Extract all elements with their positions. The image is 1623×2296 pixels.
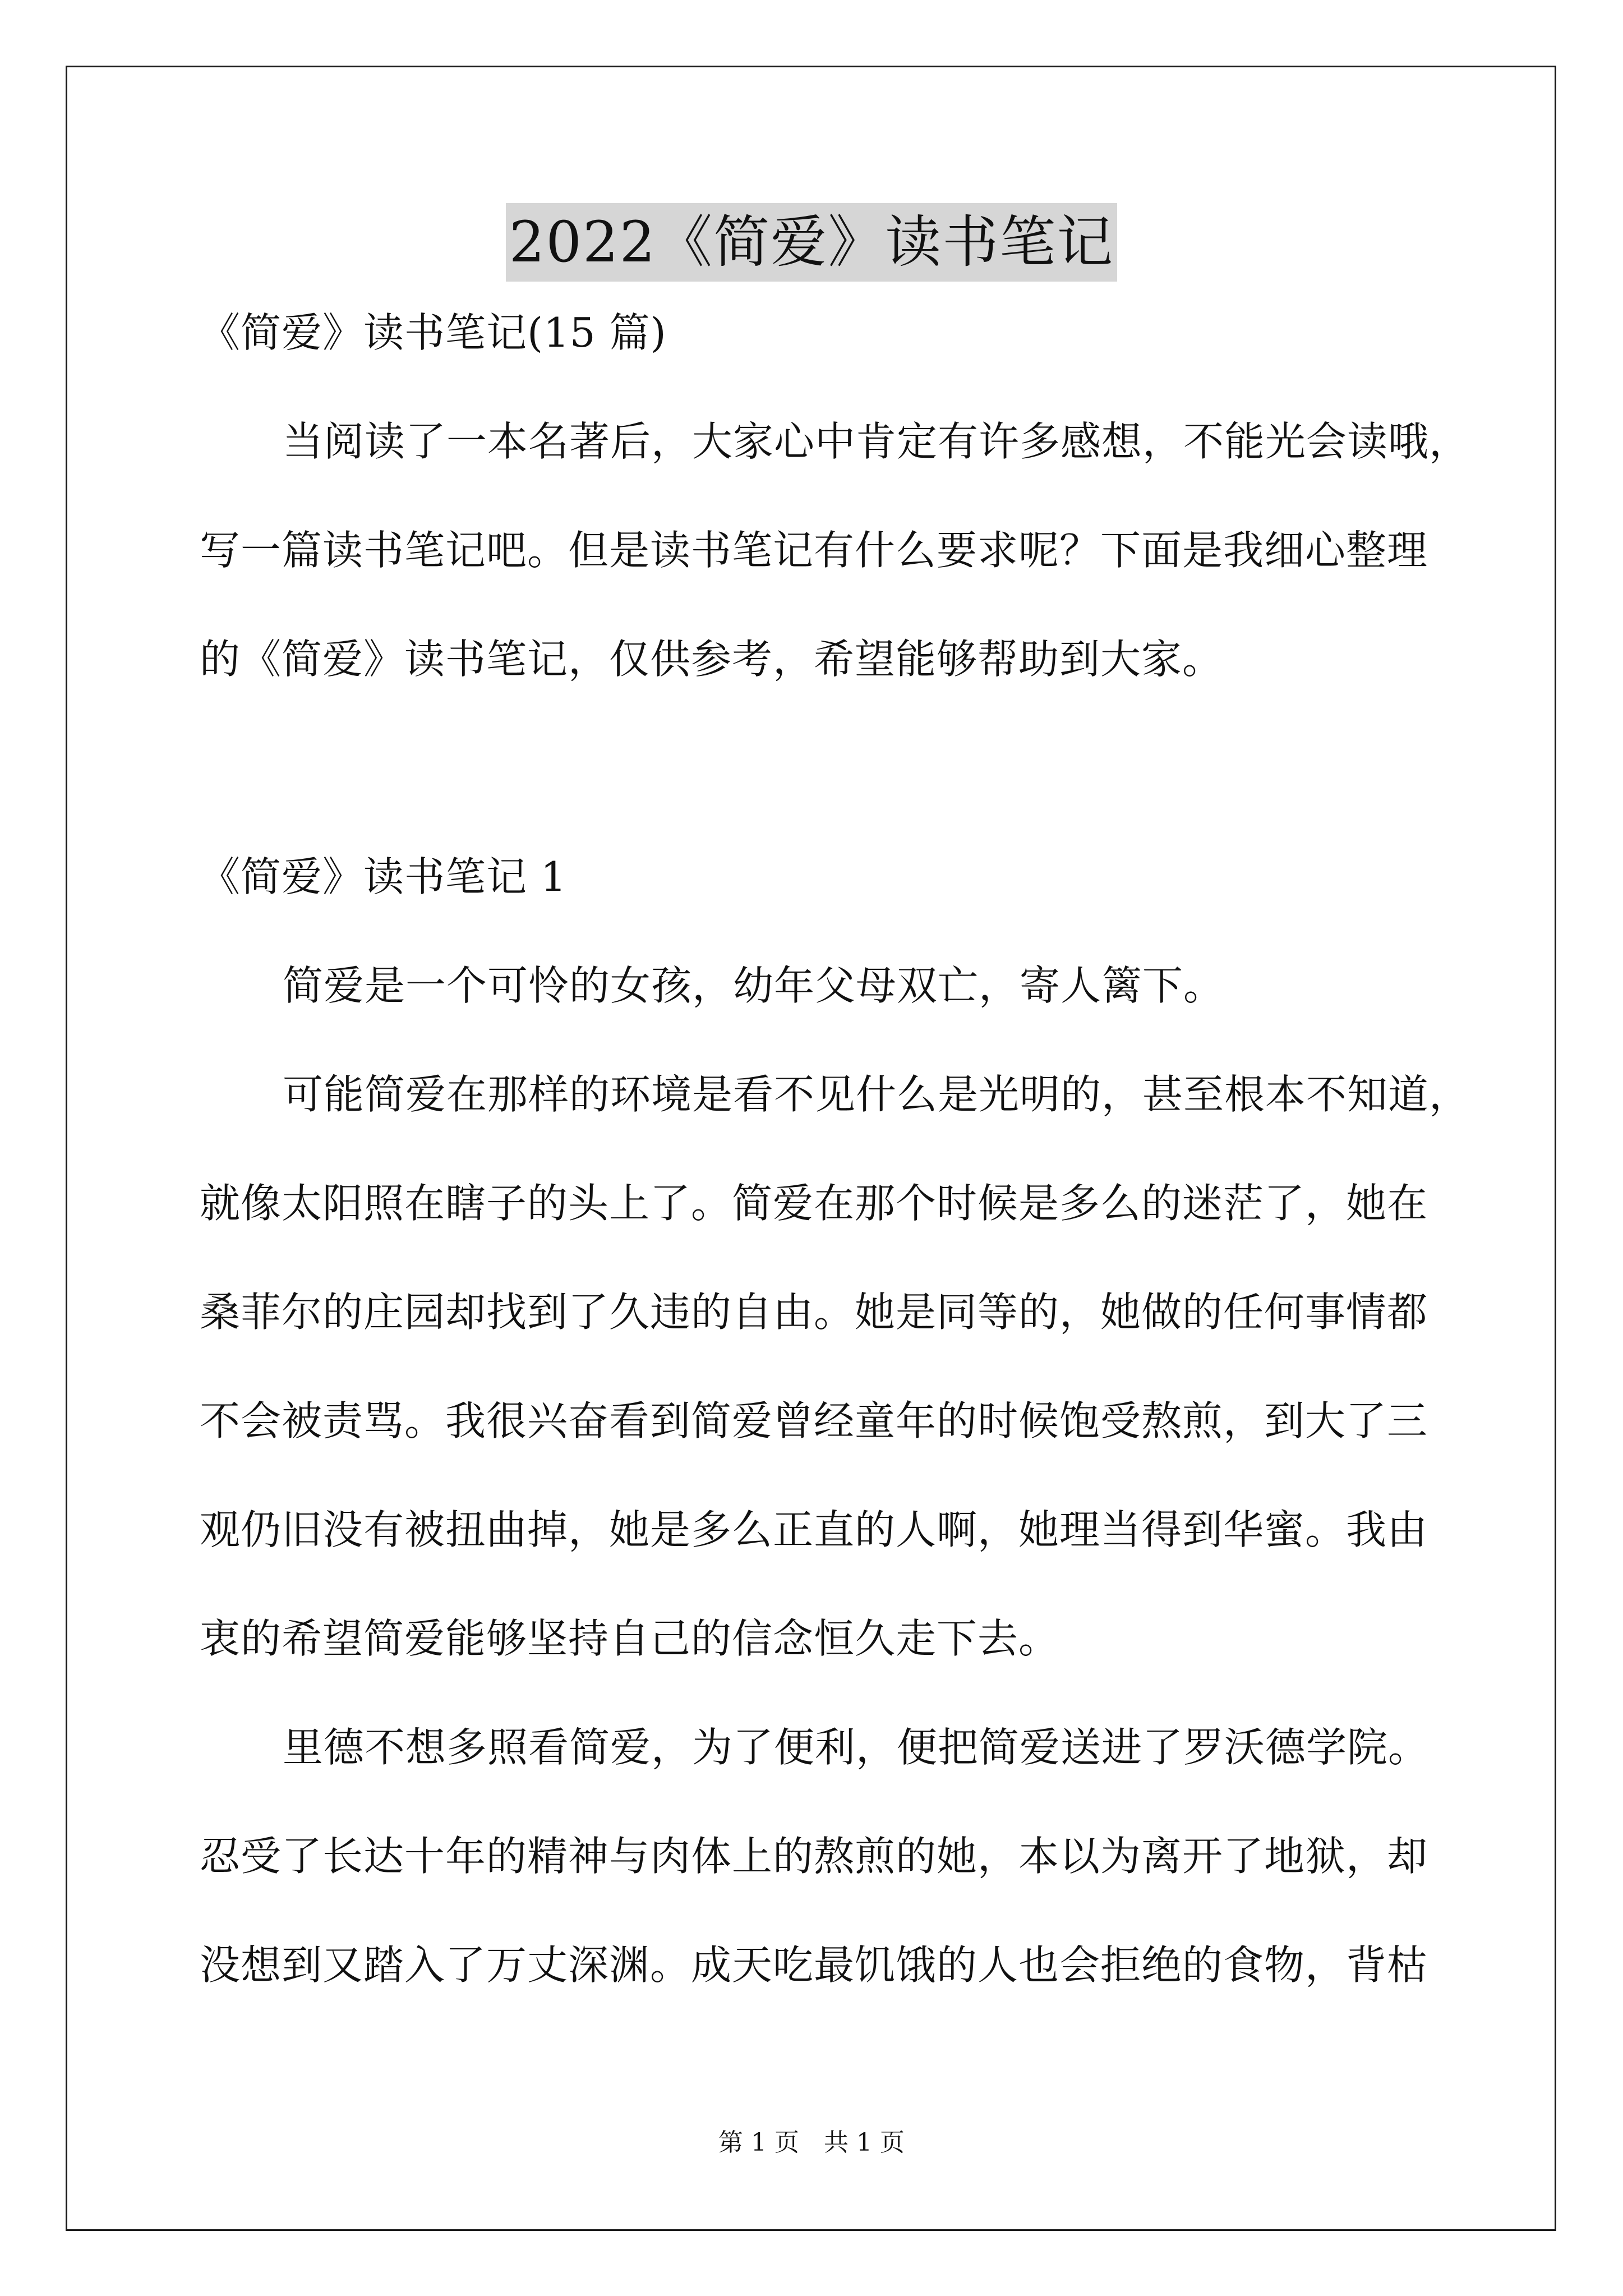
document-title: 2022《简爱》读书笔记 <box>506 203 1118 282</box>
paragraph-2-line-2: 就像太阳照在瞎子的头上了。简爱在那个时候是多么的迷茫了，她在 <box>200 1180 1428 1227</box>
paragraph-3-line-3: 没想到又踏入了万丈深渊。成天吃最饥饿的人也会拒绝的食物，背枯 <box>200 1941 1428 1989</box>
paragraph-3-line-1: 里德不想多照看简爱，为了便利，便把简爱送进了罗沃德学院。 <box>283 1724 1430 1771</box>
paragraph-2-line-4: 不会被责骂。我很兴奋看到简爱曾经童年的时候饱受熬煎，到大了三 <box>200 1397 1428 1444</box>
paragraph-1-line-1: 简爱是一个可怜的女孩，幼年父母双亡，寄人篱下。 <box>283 962 1225 1009</box>
paragraph-1 <box>200 959 1484 1013</box>
section-heading: 《简爱》读书笔记 1 <box>200 853 567 900</box>
title-container <box>0 203 1623 282</box>
paragraph-2-line-6: 衷的希望简爱能够坚持自己的信念恒久走下去。 <box>200 1615 1060 1662</box>
paragraph-3 <box>200 1720 1484 1992</box>
paragraph-2-line-1: 可能简爱在那样的环境是看不见什么是光明的，甚至根本不知道， <box>283 1071 1470 1118</box>
intro-line-2: 写一篇读书笔记吧。但是读书笔记有什么要求呢？下面是我细心整理 <box>200 527 1428 574</box>
document-body <box>200 306 1484 1992</box>
paragraph-2-line-5: 观仍旧没有被扭曲掉，她是多么正直的人啊，她理当得到华蜜。我由 <box>200 1506 1428 1553</box>
intro-paragraph <box>200 415 1484 686</box>
document-subtitle: 《简爱》读书笔记(15 篇) <box>200 309 667 356</box>
intro-line-1: 当阅读了一本名著后，大家心中肯定有许多感想，不能光会读哦， <box>283 418 1470 465</box>
paragraph-2-line-3: 桑菲尔的庄园却找到了久违的自由。她是同等的，她做的任何事情都 <box>200 1289 1428 1336</box>
paragraph-2 <box>200 1068 1484 1665</box>
intro-line-3: 的《简爱》读书笔记，仅供参考，希望能够帮助到大家。 <box>200 636 1224 683</box>
paragraph-3-line-2: 忍受了长达十年的精神与肉体上的熬煎的她，本以为离开了地狱，却 <box>200 1833 1428 1880</box>
page-footer: 第 1 页 共 1 页 <box>718 2128 905 2157</box>
